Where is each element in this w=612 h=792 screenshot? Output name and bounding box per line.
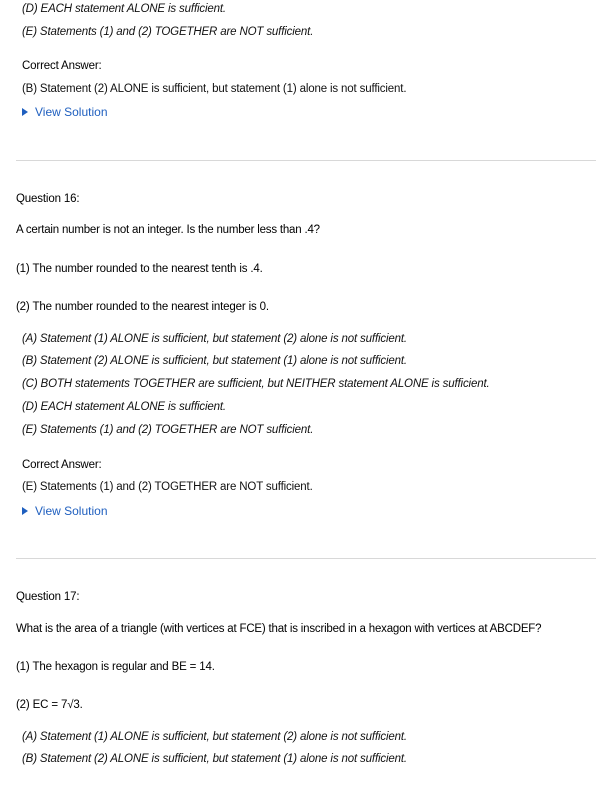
- answer-option-c: (C) BOTH statements TOGETHER are sufficient, but NEITHER statement ALONE is sufficient.: [22, 378, 490, 390]
- play-triangle-icon: [22, 507, 28, 515]
- correct-answer-text: (B) Statement (2) ALONE is sufficient, but statement (1) alone is not sufficient.: [22, 83, 407, 95]
- question-16-statement-2: (2) The number rounded to the nearest integer is 0.: [16, 301, 269, 313]
- view-solution-link[interactable]: [22, 504, 108, 518]
- answer-option-e: (E) Statements (1) and (2) TOGETHER are NOT sufficient.: [22, 424, 314, 436]
- section-divider: [16, 160, 596, 161]
- correct-answer-label: Correct Answer:: [22, 60, 102, 72]
- section-divider: [16, 558, 596, 559]
- answer-option-d: (D) EACH statement ALONE is sufficient.: [22, 401, 226, 413]
- question-17-heading: Question 17:: [16, 591, 80, 603]
- view-solution-link[interactable]: [22, 105, 108, 119]
- view-solution-label: View Solution: [35, 504, 108, 518]
- play-triangle-icon: [22, 108, 28, 116]
- answer-option-b: (B) Statement (2) ALONE is sufficient, but statement (1) alone is not sufficient.: [22, 753, 407, 765]
- answer-option-a: (A) Statement (1) ALONE is sufficient, but statement (2) alone is not sufficient.: [22, 333, 407, 345]
- correct-answer-label: Correct Answer:: [22, 459, 102, 471]
- answer-option-b: (B) Statement (2) ALONE is sufficient, but statement (1) alone is not sufficient.: [22, 355, 407, 367]
- view-solution-label: View Solution: [35, 105, 108, 119]
- question-17-text: What is the area of a triangle (with vertices at FCE) that is inscribed in a hexagon with vertices at ABCDEF?: [16, 623, 542, 635]
- answer-option-e: (E) Statements (1) and (2) TOGETHER are NOT sufficient.: [22, 26, 314, 38]
- answer-option-a: (A) Statement (1) ALONE is sufficient, but statement (2) alone is not sufficient.: [22, 731, 407, 743]
- correct-answer-text: (E) Statements (1) and (2) TOGETHER are NOT sufficient.: [22, 481, 313, 493]
- answer-option-d: (D) EACH statement ALONE is sufficient.: [22, 3, 226, 15]
- question-17-statement-2: (2) EC = 7√3.: [16, 699, 83, 711]
- question-17-statement-1: (1) The hexagon is regular and BE = 14.: [16, 661, 215, 673]
- question-16-statement-1: (1) The number rounded to the nearest tenth is .4.: [16, 263, 263, 275]
- question-16-heading: Question 16:: [16, 193, 80, 205]
- question-16-text: A certain number is not an integer. Is the number less than .4?: [16, 224, 320, 236]
